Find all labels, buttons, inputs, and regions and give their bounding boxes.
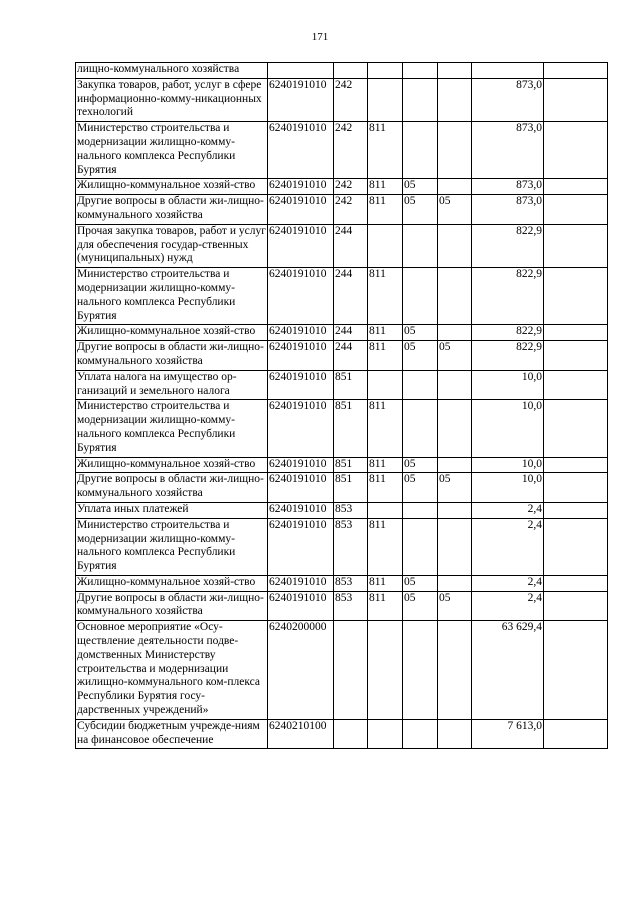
cell-expense-type: 853 <box>334 502 368 518</box>
cell-amount: 822,9 <box>472 341 544 371</box>
cell-subsection <box>438 719 472 749</box>
cell-name: Закупка товаров, работ, услуг в сфере информационно-комму-никационных технологий <box>76 78 268 121</box>
cell-section: 05 <box>403 575 438 591</box>
cell-name: Другие вопросы в области жи-лищно-коммунального хозяйства <box>76 591 268 621</box>
cell-section: 05 <box>403 473 438 503</box>
cell-empty <box>544 78 608 121</box>
budget-table <box>75 62 608 749</box>
cell-empty <box>544 224 608 267</box>
page-number: 171 <box>311 31 329 43</box>
cell-empty <box>544 195 608 225</box>
cell-amount: 2,4 <box>472 502 544 518</box>
cell-subsection: 05 <box>438 195 472 225</box>
cell-section: 05 <box>403 591 438 621</box>
cell-target-article <box>268 63 334 79</box>
cell-main-manager: 811 <box>368 122 403 179</box>
table-row <box>76 63 608 79</box>
table-row <box>76 224 608 267</box>
cell-expense-type <box>334 621 368 720</box>
cell-expense-type <box>334 719 368 749</box>
cell-target-article: 6240191010 <box>268 224 334 267</box>
cell-section: 05 <box>403 457 438 473</box>
cell-subsection <box>438 122 472 179</box>
cell-expense-type: 242 <box>334 179 368 195</box>
table-row <box>76 341 608 371</box>
cell-section <box>403 224 438 267</box>
cell-expense-type: 851 <box>334 400 368 457</box>
cell-subsection <box>438 325 472 341</box>
cell-amount: 822,9 <box>472 268 544 325</box>
cell-expense-type: 853 <box>334 518 368 575</box>
cell-name: Другие вопросы в области жи-лищно-коммунального хозяйства <box>76 341 268 371</box>
cell-target-article: 6240191010 <box>268 575 334 591</box>
cell-name: Министерство строительства и модернизации жилищно-комму-нального комплекса Республики Бурятия <box>76 268 268 325</box>
cell-section <box>403 268 438 325</box>
cell-amount: 873,0 <box>472 122 544 179</box>
cell-empty <box>544 591 608 621</box>
cell-section <box>403 78 438 121</box>
cell-name: Другие вопросы в области жи-лищно-коммунального хозяйства <box>76 195 268 225</box>
table-row <box>76 575 608 591</box>
cell-subsection <box>438 63 472 79</box>
cell-section <box>403 502 438 518</box>
cell-name: Министерство строительства и модернизации жилищно-комму-нального комплекса Республики Бурятия <box>76 518 268 575</box>
cell-target-article: 6240200000 <box>268 621 334 720</box>
cell-empty <box>544 63 608 79</box>
cell-amount: 822,9 <box>472 325 544 341</box>
cell-name: Прочая закупка товаров, работ и услуг для обеспечения государ-ственных (муниципальных) нужд <box>76 224 268 267</box>
table-row <box>76 457 608 473</box>
cell-subsection: 05 <box>438 341 472 371</box>
cell-name: Жилищно-коммунальное хозяй-ство <box>76 179 268 195</box>
cell-amount: 822,9 <box>472 224 544 267</box>
cell-empty <box>544 473 608 503</box>
cell-section <box>403 370 438 400</box>
cell-name: Другие вопросы в области жи-лищно-коммунального хозяйства <box>76 473 268 503</box>
cell-main-manager: 811 <box>368 457 403 473</box>
cell-target-article: 6240191010 <box>268 268 334 325</box>
cell-target-article: 6240191010 <box>268 341 334 371</box>
cell-amount: 10,0 <box>472 370 544 400</box>
cell-subsection <box>438 457 472 473</box>
cell-name: Основное мероприятие «Осу-ществление деятельности подве-домственных Министерству строительства и модернизации жилищно-коммунального ком-плекса Республики Бурятия госу-дарственных учреждений» <box>76 621 268 720</box>
table-row <box>76 591 608 621</box>
cell-amount: 10,0 <box>472 457 544 473</box>
cell-target-article: 6240191010 <box>268 591 334 621</box>
cell-main-manager: 811 <box>368 400 403 457</box>
table-row <box>76 473 608 503</box>
cell-main-manager: 811 <box>368 325 403 341</box>
cell-target-article: 6240191010 <box>268 457 334 473</box>
cell-name: Министерство строительства и модернизации жилищно-комму-нального комплекса Республики Бурятия <box>76 400 268 457</box>
cell-target-article: 6240191010 <box>268 473 334 503</box>
cell-section: 05 <box>403 195 438 225</box>
cell-empty <box>544 621 608 720</box>
cell-main-manager: 811 <box>368 518 403 575</box>
table-row <box>76 621 608 720</box>
table-row <box>76 78 608 121</box>
cell-name: лищно-коммунального хозяйства <box>76 63 268 79</box>
cell-expense-type: 851 <box>334 473 368 503</box>
cell-main-manager: 811 <box>368 575 403 591</box>
cell-section <box>403 719 438 749</box>
cell-name: Субсидии бюджетным учрежде-ниям на финансовое обеспечение <box>76 719 268 749</box>
cell-subsection <box>438 224 472 267</box>
cell-main-manager: 811 <box>368 341 403 371</box>
cell-empty <box>544 719 608 749</box>
cell-target-article: 6240191010 <box>268 78 334 121</box>
cell-empty <box>544 400 608 457</box>
cell-main-manager: 811 <box>368 268 403 325</box>
cell-subsection <box>438 400 472 457</box>
cell-expense-type: 244 <box>334 325 368 341</box>
cell-main-manager <box>368 224 403 267</box>
cell-section: 05 <box>403 179 438 195</box>
table-row <box>76 400 608 457</box>
cell-expense-type: 851 <box>334 370 368 400</box>
cell-empty <box>544 268 608 325</box>
cell-empty <box>544 575 608 591</box>
cell-main-manager <box>368 63 403 79</box>
cell-target-article: 6240191010 <box>268 518 334 575</box>
cell-expense-type: 244 <box>334 268 368 325</box>
table-row <box>76 370 608 400</box>
cell-subsection <box>438 78 472 121</box>
cell-main-manager <box>368 621 403 720</box>
cell-subsection <box>438 370 472 400</box>
cell-main-manager <box>368 370 403 400</box>
cell-subsection <box>438 621 472 720</box>
cell-expense-type: 853 <box>334 575 368 591</box>
cell-target-article: 6240191010 <box>268 400 334 457</box>
cell-empty <box>544 370 608 400</box>
cell-target-article: 6240210100 <box>268 719 334 749</box>
cell-subsection: 05 <box>438 473 472 503</box>
cell-expense-type: 853 <box>334 591 368 621</box>
cell-expense-type: 242 <box>334 78 368 121</box>
cell-section <box>403 63 438 79</box>
table-row <box>76 179 608 195</box>
cell-subsection <box>438 575 472 591</box>
cell-empty <box>544 518 608 575</box>
cell-name: Уплата иных платежей <box>76 502 268 518</box>
table-row <box>76 502 608 518</box>
cell-section: 05 <box>403 341 438 371</box>
table-row <box>76 268 608 325</box>
cell-empty <box>544 122 608 179</box>
cell-empty <box>544 457 608 473</box>
cell-amount: 10,0 <box>472 473 544 503</box>
table-row <box>76 195 608 225</box>
table-row <box>76 122 608 179</box>
cell-section <box>403 122 438 179</box>
cell-amount: 7 613,0 <box>472 719 544 749</box>
cell-subsection <box>438 518 472 575</box>
cell-amount <box>472 63 544 79</box>
cell-amount: 2,4 <box>472 591 544 621</box>
table-row <box>76 518 608 575</box>
cell-main-manager: 811 <box>368 179 403 195</box>
cell-name: Уплата налога на имущество ор-ганизаций и земельного налога <box>76 370 268 400</box>
cell-section: 05 <box>403 325 438 341</box>
cell-main-manager: 811 <box>368 195 403 225</box>
cell-subsection <box>438 179 472 195</box>
cell-empty <box>544 179 608 195</box>
cell-amount: 63 629,4 <box>472 621 544 720</box>
cell-target-article: 6240191010 <box>268 195 334 225</box>
cell-expense-type: 851 <box>334 457 368 473</box>
budget-table-body <box>76 63 608 749</box>
cell-amount: 2,4 <box>472 575 544 591</box>
cell-amount: 873,0 <box>472 78 544 121</box>
cell-empty <box>544 341 608 371</box>
cell-amount: 873,0 <box>472 179 544 195</box>
cell-subsection: 05 <box>438 591 472 621</box>
cell-expense-type: 242 <box>334 122 368 179</box>
cell-name: Жилищно-коммунальное хозяй-ство <box>76 575 268 591</box>
cell-amount: 10,0 <box>472 400 544 457</box>
cell-name: Жилищно-коммунальное хозяй-ство <box>76 325 268 341</box>
cell-main-manager: 811 <box>368 591 403 621</box>
cell-main-manager <box>368 719 403 749</box>
cell-expense-type: 244 <box>334 341 368 371</box>
cell-subsection <box>438 268 472 325</box>
cell-target-article: 6240191010 <box>268 502 334 518</box>
cell-name: Жилищно-коммунальное хозяй-ство <box>76 457 268 473</box>
cell-subsection <box>438 502 472 518</box>
cell-section <box>403 400 438 457</box>
cell-section <box>403 518 438 575</box>
cell-empty <box>544 325 608 341</box>
cell-empty <box>544 502 608 518</box>
cell-target-article: 6240191010 <box>268 179 334 195</box>
cell-main-manager <box>368 502 403 518</box>
cell-amount: 873,0 <box>472 195 544 225</box>
cell-expense-type: 244 <box>334 224 368 267</box>
cell-expense-type: 242 <box>334 195 368 225</box>
cell-target-article: 6240191010 <box>268 122 334 179</box>
table-row <box>76 325 608 341</box>
cell-expense-type <box>334 63 368 79</box>
cell-target-article: 6240191010 <box>268 325 334 341</box>
cell-amount: 2,4 <box>472 518 544 575</box>
table-row <box>76 719 608 749</box>
cell-section <box>403 621 438 720</box>
cell-target-article: 6240191010 <box>268 370 334 400</box>
cell-main-manager <box>368 78 403 121</box>
cell-name: Министерство строительства и модернизации жилищно-комму-нального комплекса Республики Бурятия <box>76 122 268 179</box>
cell-main-manager: 811 <box>368 473 403 503</box>
